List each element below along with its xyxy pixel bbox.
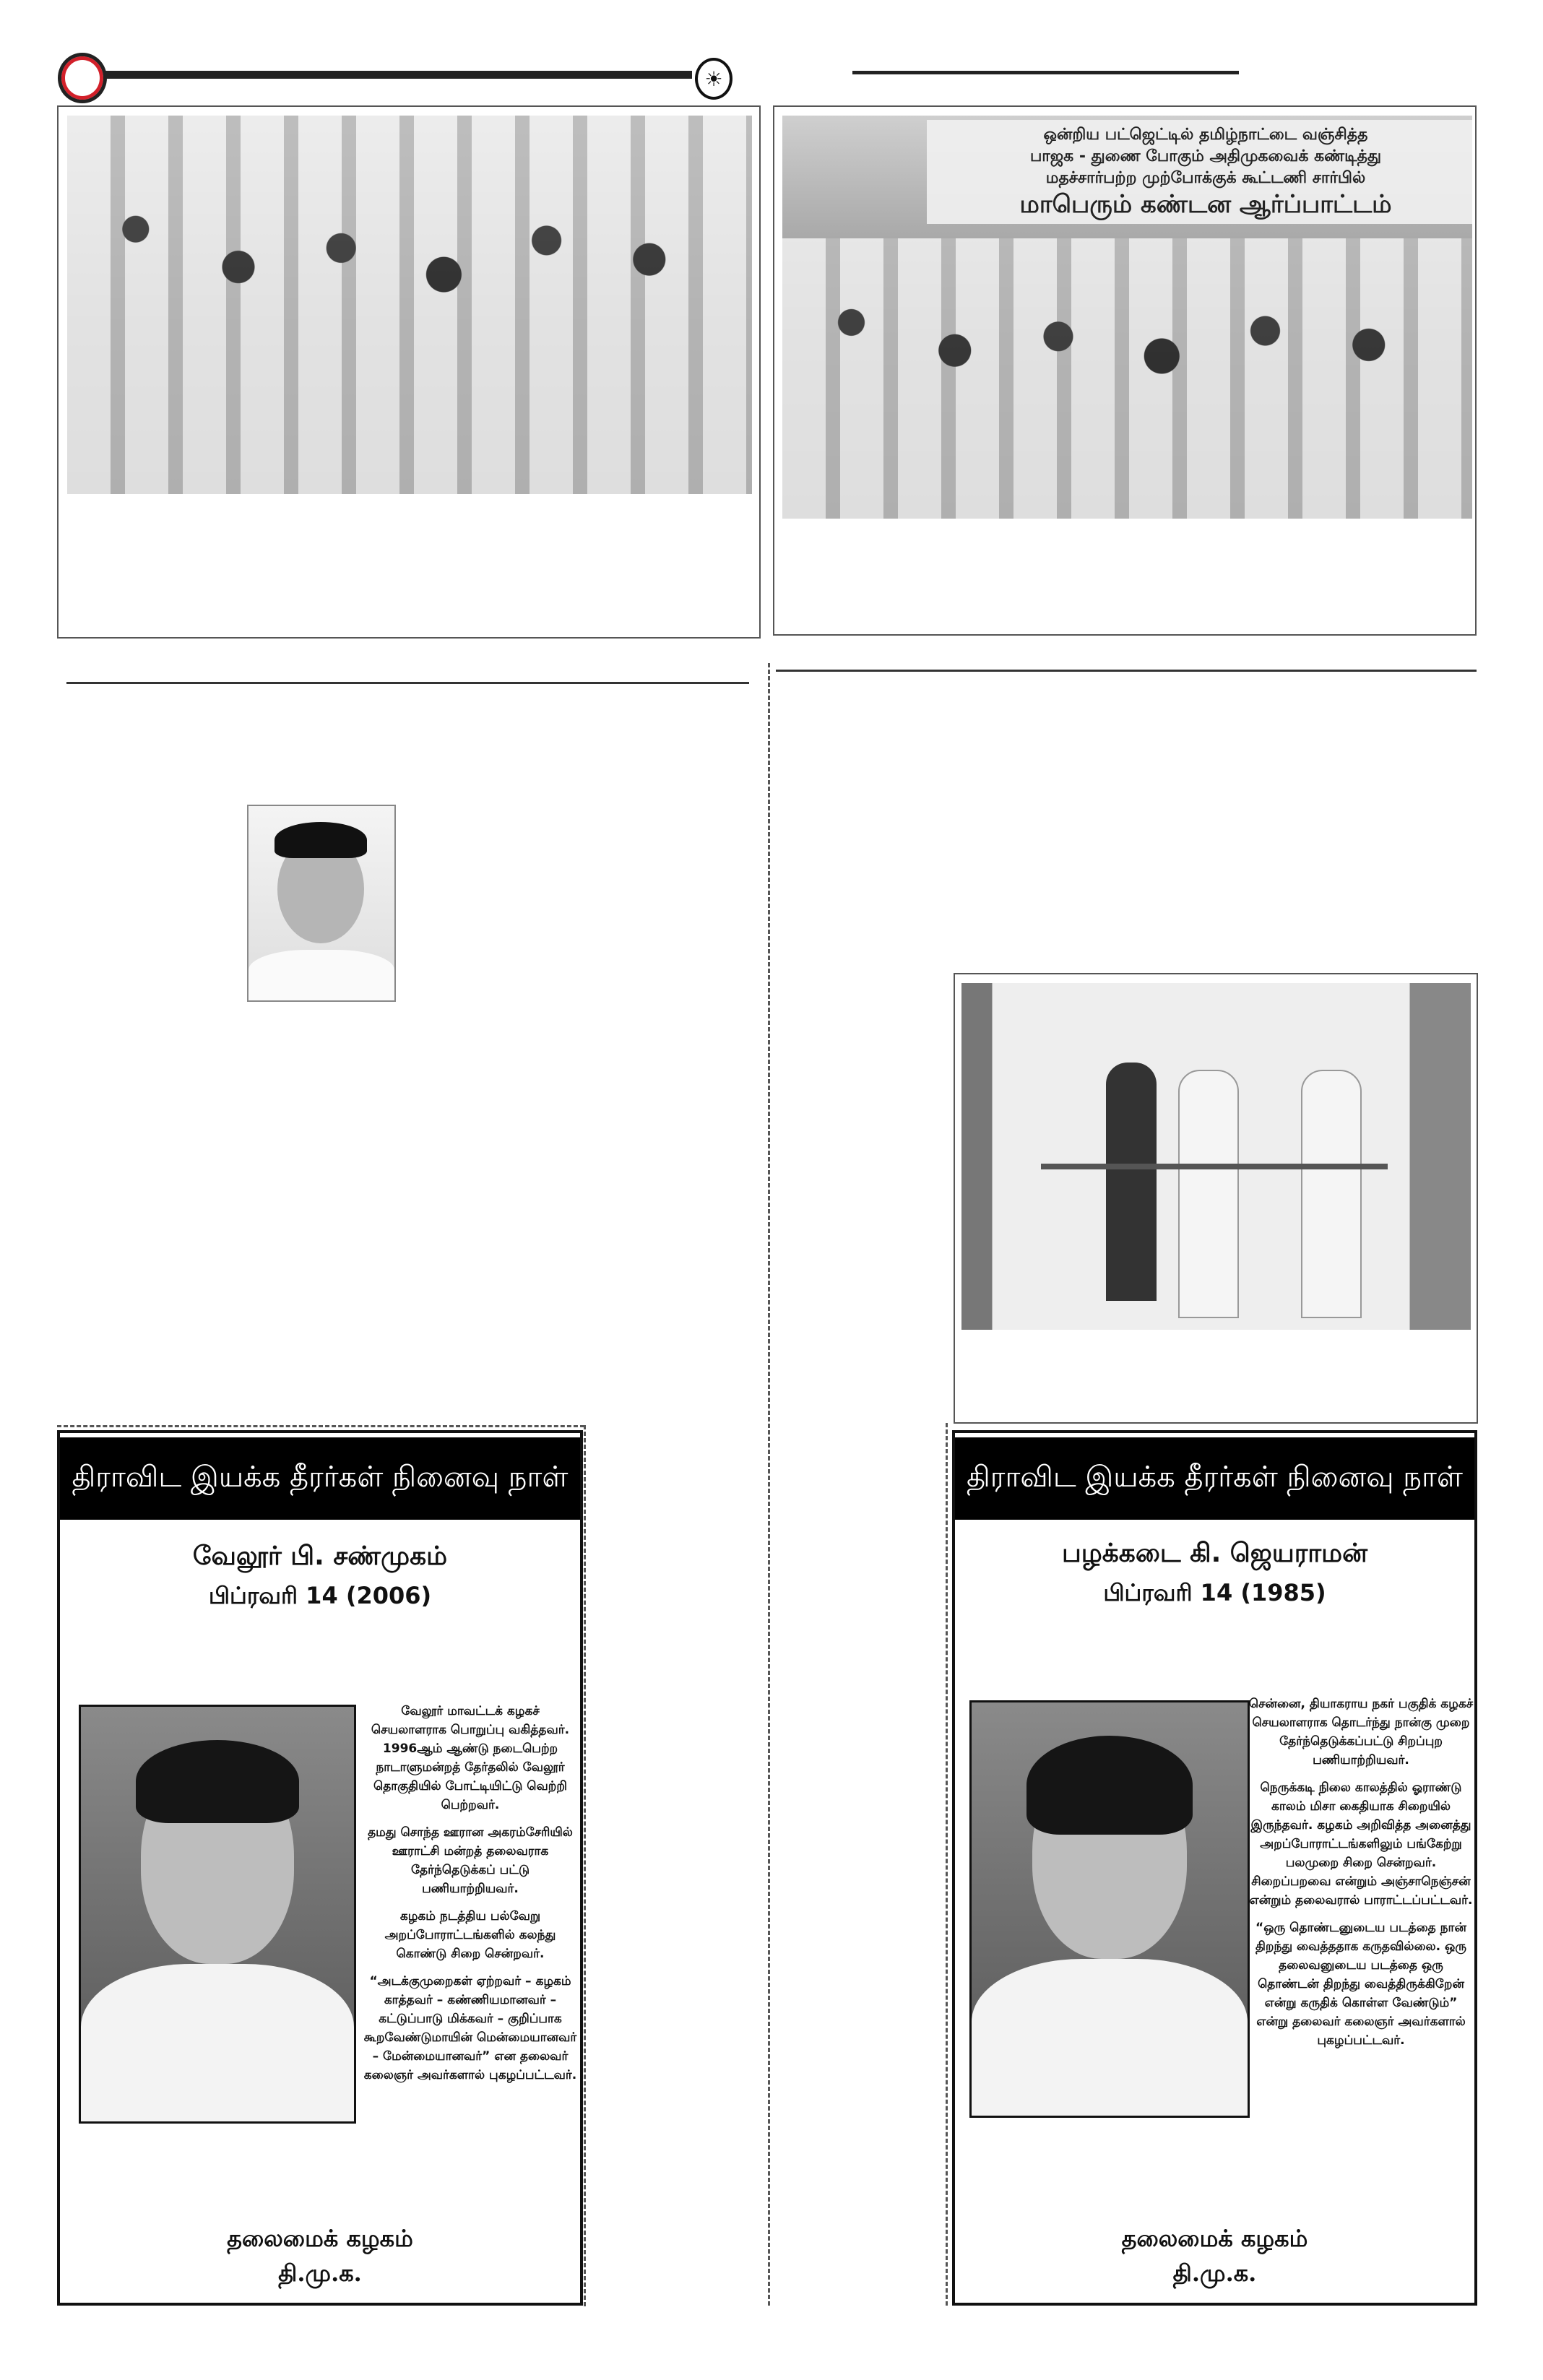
memorial-portrait bbox=[969, 1700, 1250, 2118]
rising-sun-emblem-icon: ☀ bbox=[695, 58, 732, 100]
protest-banner bbox=[927, 120, 1472, 224]
column-divider bbox=[768, 663, 770, 2306]
masthead-red-circle bbox=[58, 53, 107, 103]
memorial-bio bbox=[1248, 1695, 1474, 2059]
memorial-bio bbox=[362, 1702, 579, 2093]
memorial-header: திராவிட இயக்க தீரர்கள் நினைவு நாள் bbox=[60, 1437, 580, 1520]
memorial-header: திராவிட இயக்க தீரர்கள் நினைவு நாள் bbox=[955, 1437, 1474, 1520]
photo-box-protest-leaders bbox=[57, 105, 761, 639]
photo-box-protest-rally bbox=[773, 105, 1477, 636]
inauguration-photo bbox=[961, 983, 1471, 1330]
memorial-name: வேலூர் பி. சண்முகம் bbox=[192, 1541, 448, 1571]
memorial-notice bbox=[57, 1430, 583, 2306]
banner-line: மதச்சார்பற்ற முற்போக்குக் கூட்டணி சார்பில் bbox=[1045, 169, 1366, 187]
bio-paragraph: கழகம் நடத்திய பல்வேறு அறப்போராட்டங்களில் கலந்து கொண்டு சிறை சென்றவர். bbox=[384, 1909, 556, 1961]
photo-box-inauguration bbox=[954, 973, 1478, 1424]
footer-party: தி.மு.க. bbox=[278, 2259, 362, 2287]
bio-paragraph: தமது சொந்த ஊரான அகரம்சேரியில் ஊராட்சி மன்றத் தலைவராக தேர்ந்தெடுக்கப் பட்டு பணியாற்றியவர். bbox=[368, 1825, 573, 1896]
memorial-date: பிப்ரவரி 14 (2006) bbox=[208, 1582, 432, 1609]
bio-paragraph: “அடக்குமுறைகள் ஏற்றவர் – கழகம் காத்தவர் – கண்ணியமானவர் – கட்டுப்பாடு மிக்கவர் – குறிப்பாக கூறவேண்டுமாயின் மென்மையானவர் – மேன்மையானவர்” என தலைவர் கலைஞர் அவர்களால் புகழப்பட்டவர். bbox=[363, 1974, 577, 2082]
protest-rally-photo bbox=[782, 116, 1472, 519]
footer-party: தி.மு.க. bbox=[1172, 2259, 1257, 2287]
bio-paragraph: சென்னை, தியாகராய நகர் பகுதிக் கழகச் செயலாளராக தொடர்ந்து நான்கு முறை தேர்ந்தெடுக்கப்பட்டு சிறப்புற பணியாற்றியவர். bbox=[1248, 1697, 1474, 1767]
bio-paragraph: வேலூர் மாவட்டக் கழகச் செயலாளராக பொறுப்பு வகித்தவர். 1996ஆம் ஆண்டு நடைபெற்ற நாடாளுமன்றத் தேர்தலில் வேலூர் தொகுதியில் போட்டியிட்டு வெற்றி பெற்றவர். bbox=[371, 1704, 570, 1812]
right-divider bbox=[776, 670, 1477, 672]
bio-paragraph: “ஒரு தொண்டனுடைய படத்தை நான் திறந்து வைத்ததாக கருதவில்லை. ஒரு தலைவனுடைய படத்தை ஒரு தொண்டன் திறந்து வைத்திருக்கிறேன் என்று கருதிக் கொள்ள வேண்டும்” என்று தலைவர் கலைஞர் அவர்களால் புகழப்பட்டவர். bbox=[1255, 1921, 1467, 2048]
banner-line: ஒன்றிய பட்ஜெட்டில் தமிழ்நாட்டை வஞ்சித்த bbox=[1043, 126, 1368, 144]
footer-org: தலைமைக் கழகம் bbox=[227, 2225, 413, 2252]
footer-org: தலைமைக் கழகம் bbox=[1121, 2225, 1308, 2252]
bio-paragraph: நெருக்கடி நிலை காலத்தில் ஓராண்டு காலம் மிசா கைதியாக சிறையில் இருந்தவர். கழகம் அறிவித்த அனைத்து அறப்போராட்டங்களிலும் பங்கேற்று பலமுறை சிறை சென்றவர். சிறைப்பறவை என்றும் அஞ்சாநெஞ்சன் என்றும் தலைவரால் பாராட்டப்பட்டவர். bbox=[1249, 1780, 1473, 1908]
memorial-dashed-border bbox=[946, 1423, 948, 2306]
right-column-rule bbox=[852, 71, 1239, 74]
left-divider bbox=[66, 682, 749, 684]
memorial-notice bbox=[952, 1430, 1477, 2306]
memorial-date: பிப்ரவரி 14 (1985) bbox=[1103, 1579, 1326, 1606]
portrait-photo bbox=[247, 805, 396, 1002]
memorial-name: பழக்கடை கி. ஜெயராமன் bbox=[1062, 1539, 1367, 1568]
banner-line: பாஜக - துணை போகும் அதிமுகவைக் கண்டித்து bbox=[1029, 147, 1382, 165]
memorial-dashed-border bbox=[57, 1425, 584, 1427]
banner-line: மாபெரும் கண்டன ஆர்ப்பாட்டம் bbox=[1019, 190, 1392, 219]
memorial-portrait bbox=[79, 1705, 356, 2124]
protest-leaders-photo bbox=[67, 116, 752, 494]
memorial-dashed-border bbox=[584, 1425, 586, 2306]
masthead-rule bbox=[105, 71, 692, 79]
